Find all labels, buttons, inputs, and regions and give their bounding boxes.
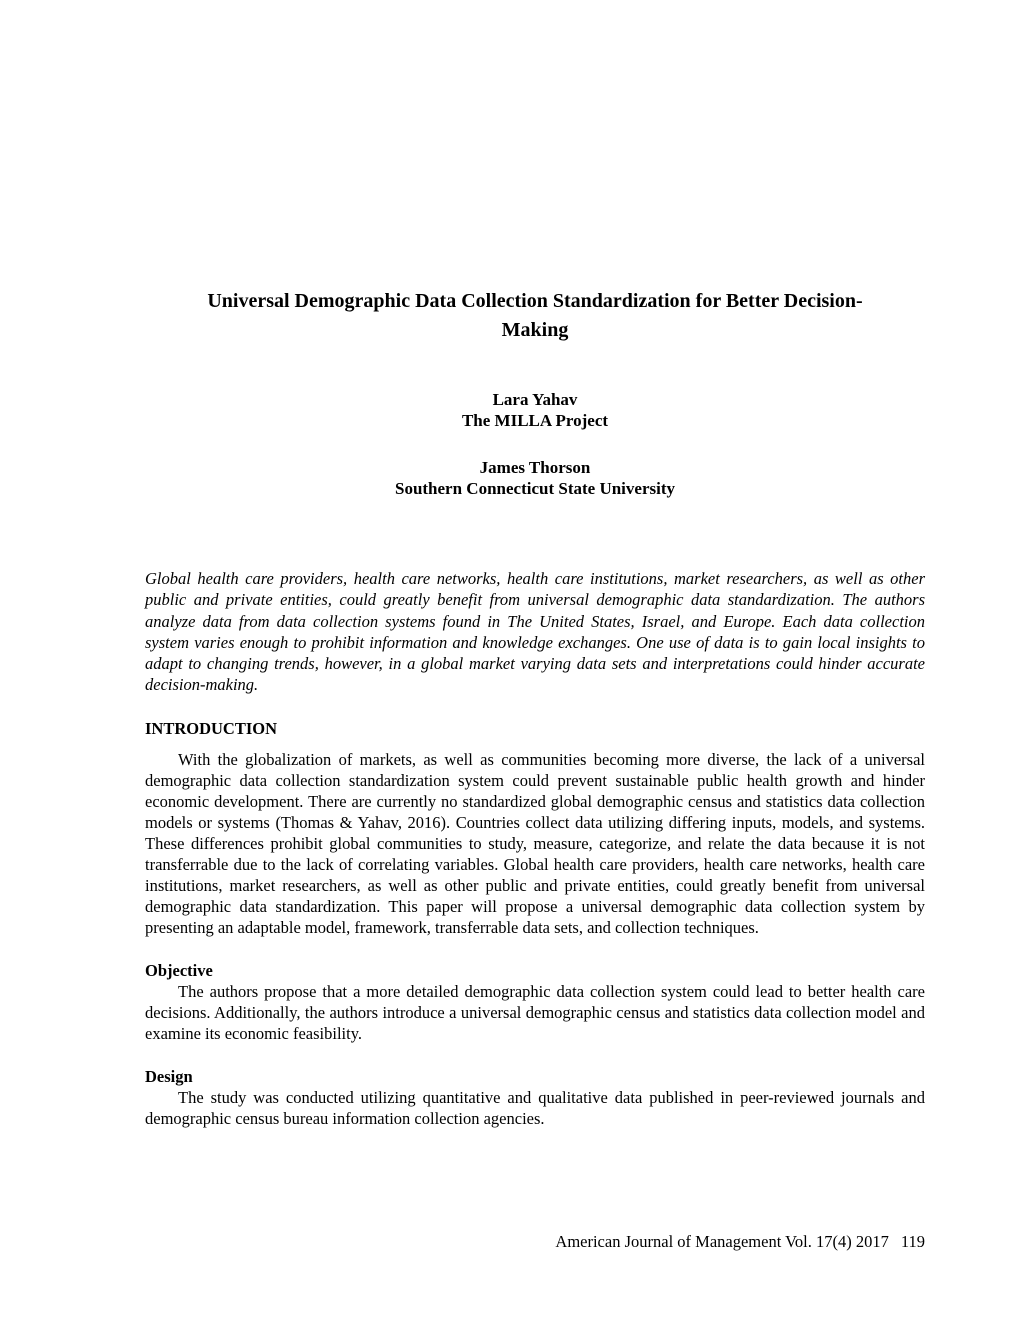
paper-title: Universal Demographic Data Collection Standardization for Better Decision-Making (207, 290, 863, 341)
page-content (145, 0, 925, 1129)
author-block (145, 457, 925, 499)
journal-footer (145, 1231, 925, 1252)
author-name: James Thorson (479, 458, 591, 477)
objective-paragraph: The authors propose that a more detailed demographic data collection system could lead to better health care decisions. Additionally, the authors introduce a universal demographic census and statistics data collection model and examine its economic feasibility. (145, 981, 925, 1043)
section-heading-design: Design (145, 1066, 193, 1086)
author-list (145, 389, 925, 499)
introduction-paragraph: With the globalization of markets, as well as communities becoming more diverse, the lack of a universal demographic data collection standardization system could prevent sustainable public health growth and hinder economic development. There are currently no standardized global demographic census and statistics data collection models or systems (Thomas & Yahav, 2016). Countries collect data utilizing differing inputs, models, and systems. These differences prohibit global communities to study, measure, categorize, and relate the data because it is not transferrable due to the lack of correlating variables. Global health care providers, health care networks, health care institutions, market researchers, as well as other public and private entities, could greatly benefit from universal demographic data standardization. This paper will propose a universal demographic data collection system by presenting an adaptable model, framework, transferrable data sets, and collection techniques. (145, 749, 925, 937)
abstract: Global health care providers, health care networks, health care institutions, market researchers, as well as other public and private entities, could greatly benefit from universal demographic data standardization. The authors analyze data from data collection systems found in The United States, Israel, and Europe. Each data collection system varies enough to prohibit information and knowledge exchanges. One use of data is to gain local insights to adapt to changing trends, however, in a global market varying data sets and interpretations could hinder accurate decision-making. (145, 569, 925, 695)
author-affiliation: The MILLA Project (461, 411, 609, 430)
page-number: 119 (900, 1232, 925, 1251)
section-heading-introduction: INTRODUCTION (145, 718, 278, 738)
design-paragraph: The study was conducted utilizing quantitative and qualitative data published in peer-reviewed journals and demographic census bureau information collection agencies. (145, 1087, 925, 1128)
author-affiliation: Southern Connecticut State University (394, 479, 675, 498)
author-block (145, 389, 925, 431)
journal-citation: American Journal of Management Vol. 17(4) 2017 (555, 1232, 889, 1251)
section-heading-objective: Objective (145, 960, 213, 980)
author-name: Lara Yahav (492, 390, 578, 409)
